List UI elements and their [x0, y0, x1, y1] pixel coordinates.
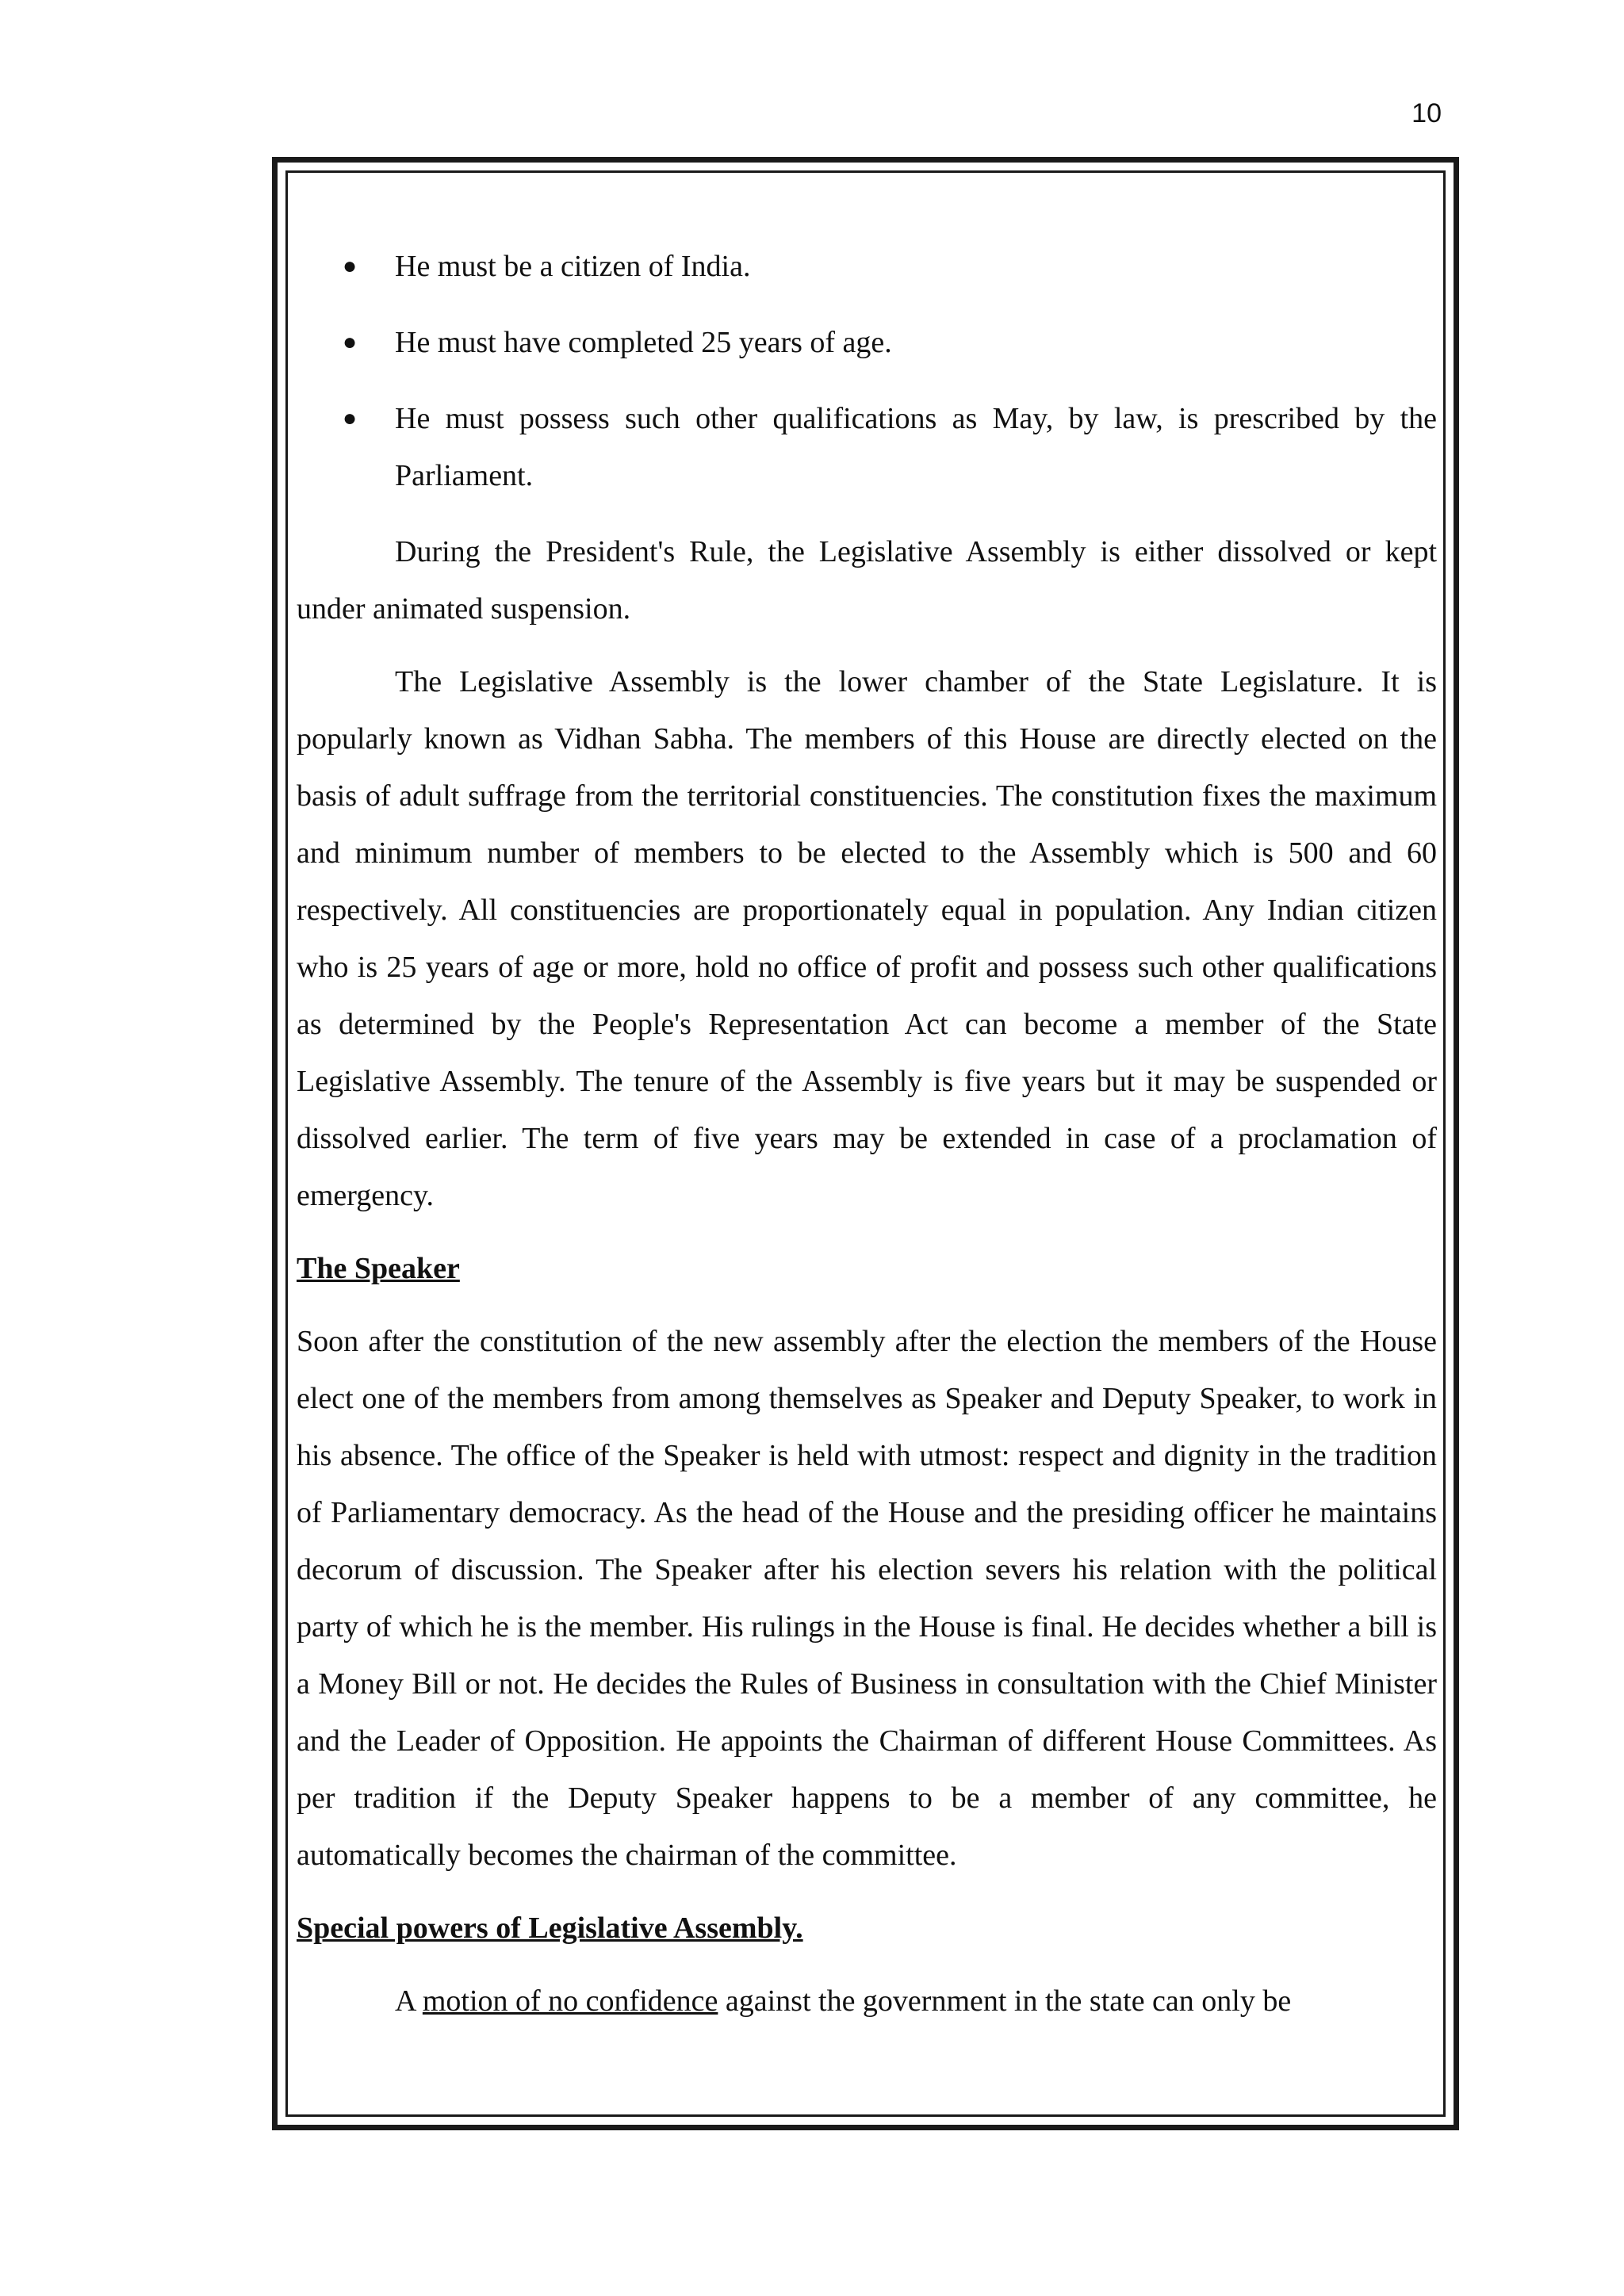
paragraph-speaker: Soon after the constitution of the new assembly after the election the members of the House elect one of the members from among themselves as Speaker and Deputy Speaker, to work in his absence. The office of the Speaker is held with utmost: respect and dignity in the tradition of Parliamentary democracy. As the head of the House and the presiding officer he maintains decorum of discussion. The Speaker after his election severs his relation with the political party of which he is the member. His rulings in the House is final. He decides whether a bill is a Money Bill or not. He decides the Rules of Business in consultation with the Chief Minister and the Leader of Opposition. He appoints the Chairman of different House Committees. As per tradition if the Deputy Speaker happens to be a member of any committee, he automatically becomes the chairman of the committee. — [297, 1325, 1437, 1872]
paragraph-presidents-rule: During the President's Rule, the Legislative Assembly is either dissolved or kept under animated suspension. — [297, 535, 1437, 626]
bullet-icon: ● — [343, 253, 358, 279]
paragraph-lead-text: A — [395, 1984, 423, 2018]
bullet-icon: ● — [343, 329, 358, 355]
page-content — [297, 238, 1437, 2045]
list-item — [297, 390, 1437, 504]
list-item-text: He must have completed 25 years of age. — [395, 326, 892, 359]
section-heading-special-powers: Special powers of Legislative Assembly. — [297, 1911, 803, 1945]
list-item — [297, 238, 1437, 295]
paragraph-legislative-assembly: The Legislative Assembly is the lower chamber of the State Legislature. It is popularly known as Vidhan Sabha. The members of this House are directly elected on the basis of adult suffrage from the territorial constituencies. The constitution fixes the maximum and minimum number of members to be elected to the Assembly which is 500 and 60 respectively. All constituencies are proportionately equal in population. Any Indian citizen who is 25 years of age or more, hold no office of profit and possess such other qualifications as determined by the People's Representation Act can become a member of the State Legislative Assembly. The tenure of the Assembly is five years but it may be suspended or dissolved earlier. The term of five years may be extended in case of a proclamation of emergency. — [297, 665, 1437, 1212]
list-item — [297, 314, 1437, 371]
page-number: 10 — [1411, 98, 1442, 128]
section-heading-speaker: The Speaker — [297, 1252, 460, 1285]
paragraph-rest-text: against the government in the state can only be — [718, 1984, 1292, 2018]
list-item-text: He must be a citizen of India. — [395, 250, 751, 283]
list-item-text: He must possess such other qualifications as May, by law, is prescribed by the Parliament. — [395, 402, 1437, 492]
paragraph-no-confidence — [297, 1973, 1437, 2030]
bullet-icon: ● — [343, 405, 358, 431]
qualification-list — [297, 238, 1437, 504]
underlined-term: motion of no confidence — [422, 1984, 718, 2018]
